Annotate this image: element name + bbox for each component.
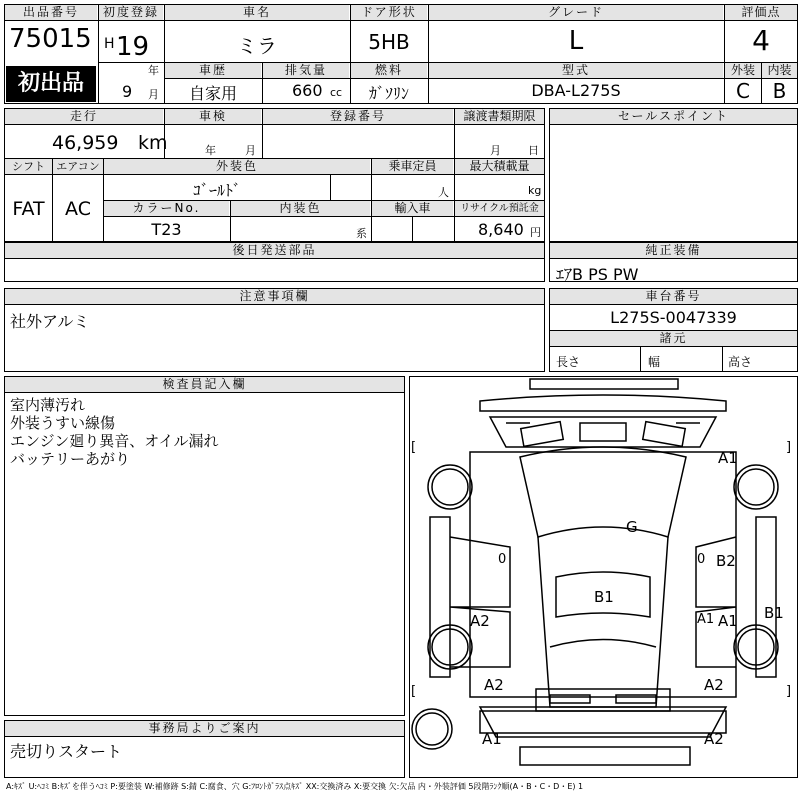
damage-mark: 0 [498, 552, 507, 567]
lot-label: 出品番号 [5, 5, 97, 20]
inspector-note-line: 室内薄汚れ [10, 396, 86, 414]
score-label: 評価点 [725, 5, 797, 20]
max-load-label: 最大積載量 [455, 159, 544, 174]
history-label: 車歴 [165, 63, 261, 78]
lot-number: 75015 [9, 24, 92, 54]
damage-mark: B1 [594, 588, 614, 606]
inspector-label: 検査員記入欄 [5, 377, 404, 392]
int-color-label: 内装色 [231, 201, 370, 216]
reg-month: 9 [122, 82, 133, 101]
office-note: 売切りスタート [10, 742, 123, 761]
max-load-unit: kg [528, 184, 542, 197]
door-label: ドア形状 [351, 5, 427, 20]
displacement-unit: cc [330, 86, 343, 99]
damage-mark: A1 [482, 730, 502, 748]
mileage: 46,959 [52, 132, 119, 154]
inspection-year-unit: 年 [205, 144, 216, 157]
bracket-close: ] [786, 684, 792, 699]
sales-point-label: セールスポイント [550, 109, 797, 124]
damage-mark: 0 [697, 552, 706, 567]
inspector-note-line: バッテリーあがり [10, 450, 131, 468]
mileage-unit: km [138, 132, 168, 154]
inspector-notes [10, 396, 219, 468]
inspector-note-line: エンジン廻り異音、オイル漏れ [10, 432, 219, 450]
import-label: 輸入車 [372, 201, 453, 216]
dims-label: 諸元 [550, 331, 797, 346]
bracket-open: [ [411, 684, 417, 699]
damage-mark: A1 [718, 612, 738, 630]
grade-label: グレード [429, 5, 723, 20]
car-name: ミラ [237, 34, 277, 58]
recycle-unit: 円 [530, 226, 541, 239]
ac-label: エアコン [53, 159, 103, 174]
inspection-label: 車検 [165, 109, 261, 124]
caution: 社外アルミ [10, 312, 90, 331]
damage-mark: A1 [718, 449, 738, 467]
color-no: T23 [151, 220, 182, 239]
exterior-grade: C [736, 79, 750, 103]
exterior-label: 外装 [725, 63, 761, 78]
first-reg-label: 初度登録 [99, 5, 163, 20]
recycle-fee: 8,640 [478, 220, 524, 239]
legend: A:ｷｽﾞ U:ﾍｺﾐ B:ｷｽﾞを伴うﾍｺﾐ P:要塗装 W:補修跡 S:錆 C:腐食、穴 G:ﾌﾛﾝﾄｶﾞﾗｽ点ｷｽﾞ XX:交換済み X:要交換 欠:欠品 内・外装評価 5段階ﾗﾝｸ順(A・B・C・D・E) 1 [6, 782, 584, 791]
damage-mark: A2 [704, 730, 724, 748]
damage-mark: A2 [704, 676, 724, 694]
damage-mark: A1 [697, 612, 715, 627]
ext-color-label: 外装色 [104, 159, 370, 174]
shift-label: シフト [5, 159, 52, 174]
fuel-label: 燃料 [351, 63, 427, 78]
grade: L [568, 26, 584, 56]
fuel: ｶﾞｿﾘﾝ [368, 84, 409, 103]
reg-number-label: 登録番号 [263, 109, 453, 124]
recycle-label: リサイクル預託金 [455, 201, 544, 216]
door-type: 5HB [368, 30, 410, 54]
factory-equip: ｴｱB PS PW [556, 265, 639, 284]
interior-label: 内装 [762, 63, 797, 78]
history: 自家用 [188, 84, 237, 103]
score: 4 [752, 24, 770, 57]
interior-grade: B [772, 79, 787, 103]
car-name-label: 車名 [165, 5, 349, 20]
chassis-number: L275S-0047339 [610, 308, 737, 327]
transfer-month-unit: 月 [490, 144, 501, 157]
caution-label: 注意事項欄 [5, 289, 544, 304]
year-unit: 年 [148, 64, 159, 77]
bracket-open: [ [411, 440, 417, 455]
inspector-note-line: 外装うすい線傷 [10, 414, 116, 432]
first-listing-badge: 初出品 [6, 66, 96, 102]
displacement: 660 [292, 81, 323, 100]
damage-mark: B1 [764, 604, 784, 622]
transfer-label: 譲渡書類期限 [455, 109, 544, 124]
damage-mark: B2 [716, 552, 736, 570]
damage-mark: A2 [470, 612, 490, 630]
damage-mark: A2 [484, 676, 504, 694]
chassis-label: 車台番号 [550, 289, 797, 304]
era-letter: H [104, 36, 115, 52]
dims-width: 幅 [648, 355, 661, 369]
office-label: 事務局よりご案内 [5, 721, 404, 736]
damage-mark: G [626, 518, 638, 536]
mileage-label: 走行 [5, 109, 163, 124]
dims-height: 高さ [728, 355, 753, 369]
color-no-label: カラーNo. [104, 201, 229, 216]
model-code-label: 型式 [429, 63, 723, 78]
int-color-suffix: 系 [356, 227, 367, 240]
bracket-close: ] [786, 440, 792, 455]
inspection-month-unit: 月 [245, 144, 256, 157]
displacement-label: 排気量 [263, 63, 349, 78]
parts-later-label: 後日発送部品 [5, 243, 544, 258]
month-unit: 月 [148, 88, 159, 101]
model-code: DBA-L275S [531, 81, 621, 100]
ext-color: ｺﾞｰﾙﾄﾞ [192, 181, 241, 200]
transfer-day-unit: 日 [528, 144, 539, 157]
capacity-unit: 人 [438, 186, 449, 199]
shift: FAT [12, 198, 45, 220]
dims-length: 長さ [556, 355, 581, 369]
reg-year: 19 [116, 32, 150, 62]
factory-equip-label: 純正装備 [550, 243, 797, 258]
car-diagram [410, 377, 797, 777]
ac: AC [65, 198, 91, 220]
capacity-label: 乗車定員 [372, 159, 453, 174]
